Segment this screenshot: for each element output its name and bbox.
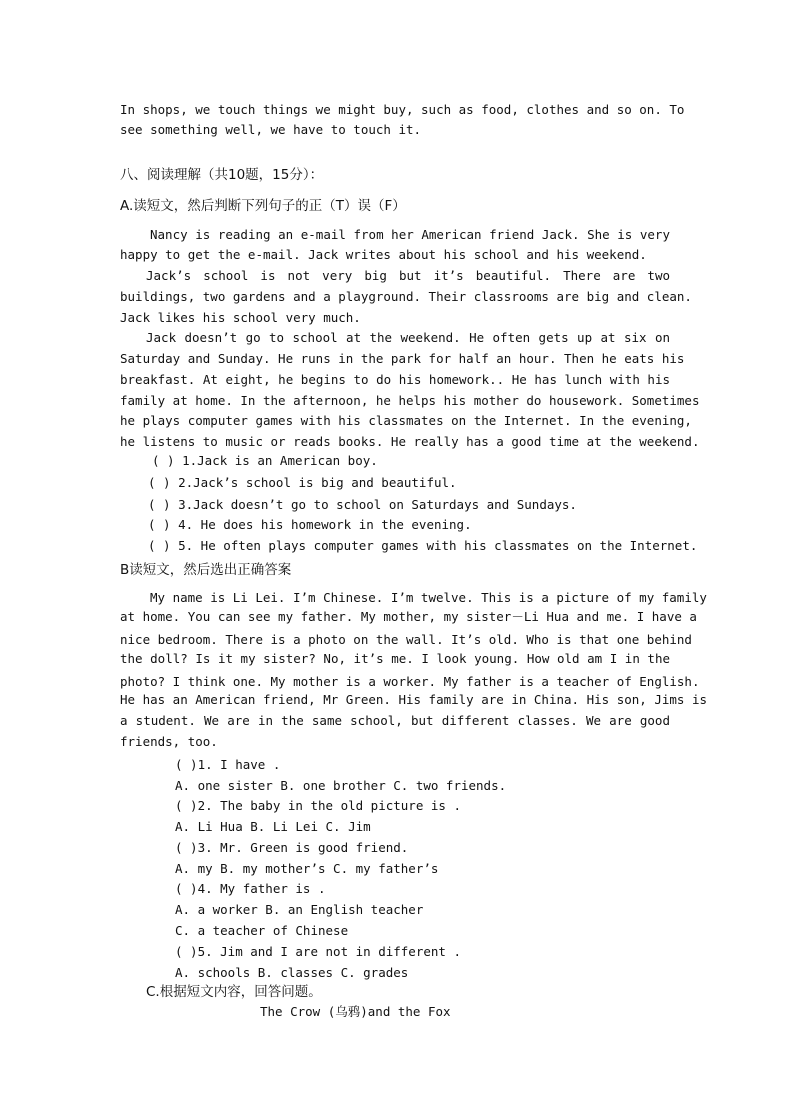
question-b-options: C. a teacher of Chinese xyxy=(175,923,349,938)
passage-a-line: he listens to music or reads books. He really has a good time at the weekend. xyxy=(120,434,700,449)
passage-b-line: at home. You can see my father. My mother, my sister－Li Hua and me. I have a xyxy=(120,609,697,624)
story-title: The Crow (乌鸦)and the Fox xyxy=(260,1004,451,1019)
question-b-5: ( )5. Jim and I are not in different . xyxy=(175,944,461,959)
passage-a-line: happy to get the e-mail. Jack writes about his school and his weekend. xyxy=(120,247,647,262)
passage-a-line: breakfast. At eight, he begins to do his homework.. He has lunch with his xyxy=(120,372,670,387)
question-a-4: ( ) 4. He does his homework in the evening. xyxy=(148,517,472,532)
passage-b-line: a student. We are in the same school, but different classes. We are good xyxy=(120,713,670,728)
question-b-2: ( )2. The baby in the old picture is . xyxy=(175,798,461,813)
section-heading: 八、阅读理解（共10题，15分）： xyxy=(120,167,324,183)
passage-a-line: family at home. In the afternoon, he helps his mother do housework. Sometimes xyxy=(120,393,700,408)
passage-b-line: nice bedroom. There is a photo on the wall. It’s old. Who is that one behind xyxy=(120,632,692,647)
question-b-3: ( )3. Mr. Green is good friend. xyxy=(175,840,409,855)
passage-a-line: Jack doesn’t go to school at the weekend. He often gets up at six on xyxy=(146,330,670,345)
part-a-heading: A.读短文，然后判断下列句子的正（T）误（F） xyxy=(120,198,406,214)
passage-a-line: Saturday and Sunday. He runs in the park for half an hour. Then he eats his xyxy=(120,351,685,366)
question-a-2: ( ) 2.Jack’s school is big and beautiful. xyxy=(148,475,457,490)
passage-a-line: Nancy is reading an e-mail from her American friend Jack. She is very xyxy=(150,227,670,242)
question-b-1: ( )1. I have . xyxy=(175,757,281,772)
question-b-options: A. a worker B. an English teacher xyxy=(175,902,424,917)
passage-a-line: buildings, two gardens and a playground. Their classrooms are big and clean. xyxy=(120,289,692,304)
question-a-5: ( ) 5. He often plays computer games with his classmates on the Internet. xyxy=(148,538,698,553)
passage-b-line: the doll? Is it my sister? No, it’s me. I look young. How old am I in the xyxy=(120,651,670,666)
passage-b-line: photo? I think one. My mother is a worker. My father is a teacher of English. xyxy=(120,674,700,689)
passage-a-line: Jack’s school is not very big but it’s beautiful. There are two xyxy=(146,268,670,283)
question-b-options: A. schools B. classes C. grades xyxy=(175,965,409,980)
part-b-heading: B读短文，然后选出正确答案 xyxy=(120,562,292,578)
question-b-options: A. my B. my mother’s C. my father’s xyxy=(175,861,439,876)
question-b-options: A. one sister B. one brother C. two friends. xyxy=(175,778,507,793)
question-a-3: ( ) 3.Jack doesn’t go to school on Saturdays and Sundays. xyxy=(148,497,577,512)
question-b-options: A. Li Hua B. Li Lei C. Jim xyxy=(175,819,371,834)
question-a-1: ( ) 1.Jack is an American boy. xyxy=(152,453,378,468)
passage-a-line: he plays computer games with his classmates on the Internet. In the evening, xyxy=(120,413,692,428)
part-c-heading: C.根据短文内容，回答问题。 xyxy=(146,984,322,1000)
intro-line: In shops, we touch things we might buy, such as food, clothes and so on. To xyxy=(120,102,685,117)
intro-line: see something well, we have to touch it. xyxy=(120,122,422,137)
passage-a-line: Jack likes his school very much. xyxy=(120,310,361,325)
passage-b-line: friends, too. xyxy=(120,734,218,749)
passage-b-line: My name is Li Lei. I’m Chinese. I’m twelve. This is a picture of my family xyxy=(150,590,707,605)
passage-b-line: He has an American friend, Mr Green. His family are in China. His son, Jims is xyxy=(120,692,707,707)
question-b-4: ( )4. My father is . xyxy=(175,881,326,896)
